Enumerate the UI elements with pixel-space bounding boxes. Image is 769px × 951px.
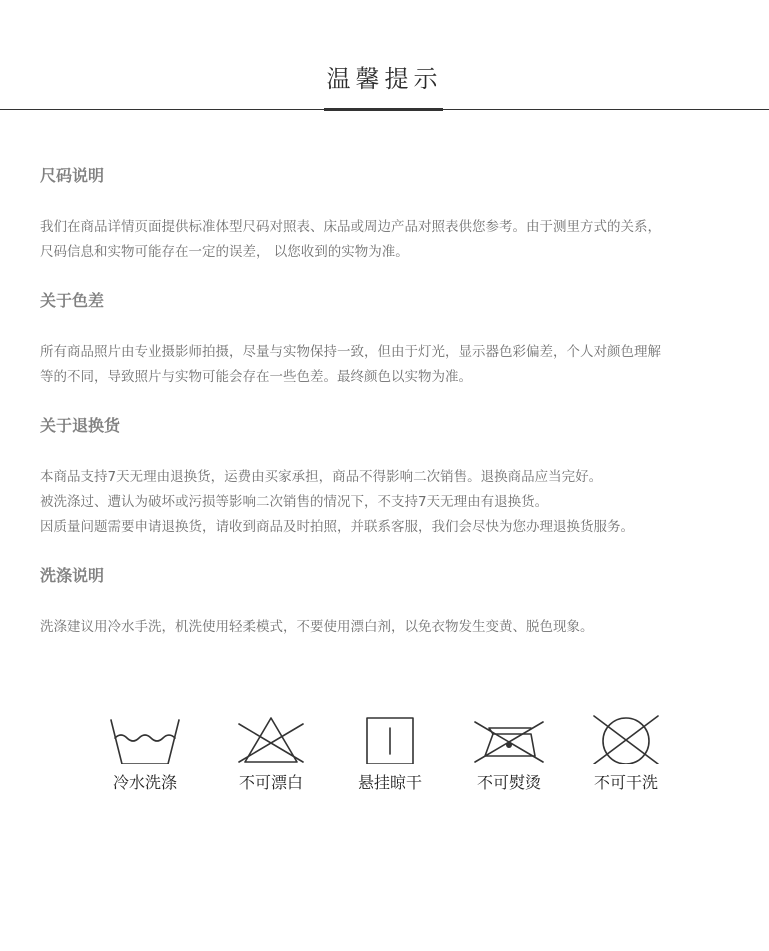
care-item-no-bleach	[216, 712, 326, 794]
paragraph-line: 洗涤建议用冷水手洗，机洗使用轻柔模式，不要使用漂白剂，以免衣物发生变黄、脱色现象。	[40, 619, 594, 635]
section-title-washing: 洗涤说明	[40, 566, 105, 585]
paragraph-line: 所有商品照片由专业摄影师拍摄，尽量与实物保持一致，但由于灯光，显示器色彩偏差，个人对颜色理解	[40, 344, 661, 360]
no-bleach-icon	[233, 712, 309, 764]
section-body-returns	[40, 465, 740, 540]
paragraph-line: 我们在商品详情页面提供标准体型尺码对照表、床品或周边产品对照表供您参考。由于测里方式的关系，	[40, 219, 661, 235]
care-label: 不可熨烫	[476, 773, 541, 792]
section-body-color	[40, 340, 740, 390]
section-title-size: 尺码说明	[40, 166, 105, 185]
paragraph-line: 等的不同，导致照片与实物可能会存在一些色差。最终颜色以实物为准。	[40, 369, 472, 385]
hang-dry-icon	[352, 712, 428, 764]
no-iron-icon	[471, 712, 547, 764]
care-item-no-iron	[454, 712, 564, 794]
care-item-no-dry-clean	[571, 712, 681, 794]
section-body-washing	[40, 615, 740, 640]
hand-wash-icon	[107, 712, 183, 764]
care-label: 不可干洗	[593, 773, 658, 792]
care-label: 不可漂白	[238, 773, 303, 792]
page-title: 温馨提示	[326, 65, 443, 93]
section-body-size	[40, 215, 740, 265]
paragraph-line: 被洗涤过、遭认为破坏或污损等影响二次销售的情况下，不支持7天无理由有退换货。	[40, 494, 549, 510]
no-dry-clean-icon	[588, 712, 664, 764]
section-title-color: 关于色差	[40, 291, 105, 310]
care-item-hang-dry	[335, 712, 445, 794]
header	[0, 0, 769, 112]
paragraph-line: 因质量问题需要申请退换货，请收到商品及时拍照，并联系客服，我们会尽快为您办理退换货服务。	[40, 519, 634, 535]
section-title-returns: 关于退换货	[40, 416, 121, 435]
care-item-hand-wash	[90, 712, 200, 794]
care-icons-row	[0, 712, 769, 812]
paragraph-line: 本商品支持7天无理由退换货，运费由买家承担，商品不得影响二次销售。退换商品应当完好。	[40, 469, 603, 485]
care-label: 冷水洗涤	[112, 773, 177, 792]
paragraph-line: 尺码信息和实物可能存在一定的误差， 以您收到的实物为准。	[40, 244, 409, 260]
care-label: 悬挂晾干	[357, 773, 422, 792]
header-accent-bar	[324, 108, 443, 111]
